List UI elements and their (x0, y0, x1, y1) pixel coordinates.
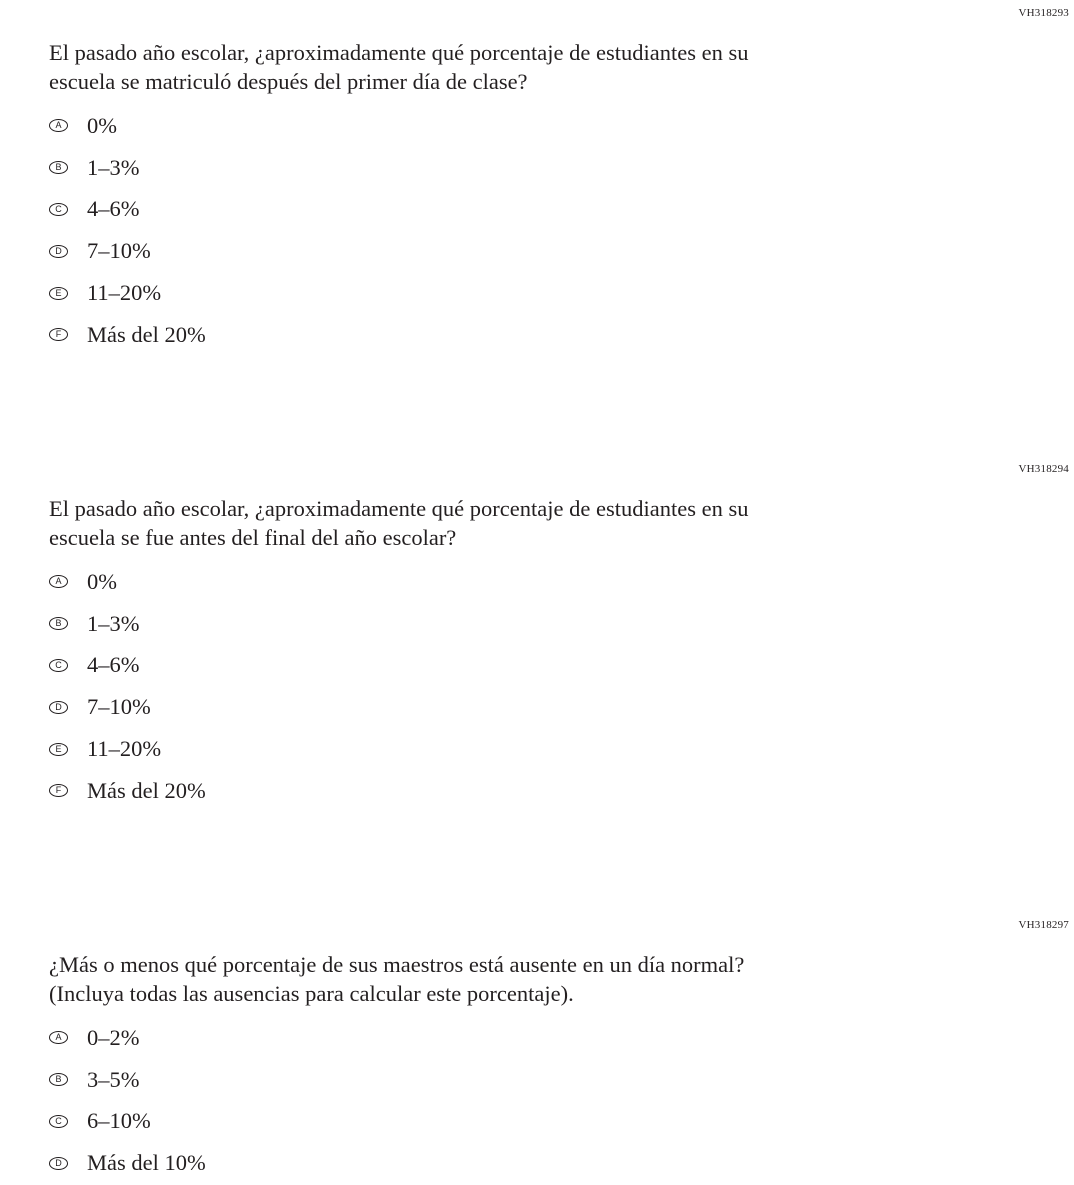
answer-option-f[interactable] (49, 314, 206, 356)
answer-bubble[interactable]: C (49, 659, 68, 672)
answer-label: Más del 10% (87, 1150, 206, 1176)
answer-option-e[interactable] (49, 272, 206, 314)
answer-label: 11–20% (87, 280, 162, 306)
answer-option-a[interactable] (49, 561, 206, 603)
answer-option-d[interactable] (49, 230, 206, 272)
question-line: El pasado año escolar, ¿aproximadamente qué porcentaje de estudiantes en su (49, 40, 749, 65)
answer-label: 0% (87, 112, 117, 138)
question-line: escuela se fue antes del final del año escolar? (49, 525, 457, 550)
answer-bubble[interactable]: A (49, 1031, 68, 1044)
answer-bubble[interactable]: B (49, 161, 68, 174)
answer-bubble[interactable]: D (49, 245, 68, 258)
answer-label: 7–10% (87, 238, 151, 264)
answer-bubble[interactable]: C (49, 1115, 68, 1128)
answer-label: 11–20% (87, 736, 162, 762)
answer-option-c[interactable] (49, 1101, 206, 1143)
answer-option-a[interactable] (49, 1017, 206, 1059)
answer-label: 4–6% (87, 652, 140, 678)
answer-label: 7–10% (87, 694, 151, 720)
answer-option-f[interactable] (49, 770, 206, 812)
answer-bubble[interactable]: B (49, 617, 68, 630)
answer-option-b[interactable] (49, 147, 206, 189)
answer-option-b[interactable] (49, 1059, 206, 1101)
question-line: (Incluya todas las ausencias para calcular este porcentaje). (49, 981, 574, 1006)
question-line: escuela se matriculó después del primer día de clase? (49, 69, 528, 94)
answer-option-d[interactable] (49, 1142, 206, 1184)
question-id: VH318294 (1018, 463, 1069, 475)
answer-option-c[interactable] (49, 189, 206, 231)
answer-option-a[interactable] (49, 105, 206, 147)
answer-bubble[interactable]: F (49, 784, 68, 797)
answer-options (49, 1017, 206, 1184)
answer-label: 0–2% (87, 1024, 140, 1050)
answer-label: 6–10% (87, 1108, 151, 1134)
answer-label: 3–5% (87, 1066, 140, 1092)
answer-label: 1–3% (87, 610, 140, 636)
question-id: VH318293 (1018, 7, 1069, 19)
answer-label: Más del 20% (87, 777, 206, 803)
question-line: ¿Más o menos qué porcentaje de sus maestros está ausente en un día normal? (49, 952, 745, 977)
answer-option-d[interactable] (49, 686, 206, 728)
answer-bubble[interactable]: B (49, 1073, 68, 1086)
answer-option-c[interactable] (49, 645, 206, 687)
answer-bubble[interactable]: F (49, 328, 68, 341)
question-line: El pasado año escolar, ¿aproximadamente qué porcentaje de estudiantes en su (49, 496, 749, 521)
answer-bubble[interactable]: D (49, 1157, 68, 1170)
answer-bubble[interactable]: E (49, 287, 68, 300)
answer-options (49, 105, 206, 356)
answer-option-b[interactable] (49, 603, 206, 645)
answer-bubble[interactable]: D (49, 701, 68, 714)
answer-bubble[interactable]: A (49, 575, 68, 588)
answer-label: 4–6% (87, 196, 140, 222)
question-id: VH318297 (1018, 919, 1069, 931)
answer-label: Más del 20% (87, 321, 206, 347)
answer-options (49, 561, 206, 812)
answer-bubble[interactable]: E (49, 743, 68, 756)
answer-bubble[interactable]: A (49, 119, 68, 132)
answer-bubble[interactable]: C (49, 203, 68, 216)
answer-label: 1–3% (87, 154, 140, 180)
answer-label: 0% (87, 568, 117, 594)
answer-option-e[interactable] (49, 728, 206, 770)
